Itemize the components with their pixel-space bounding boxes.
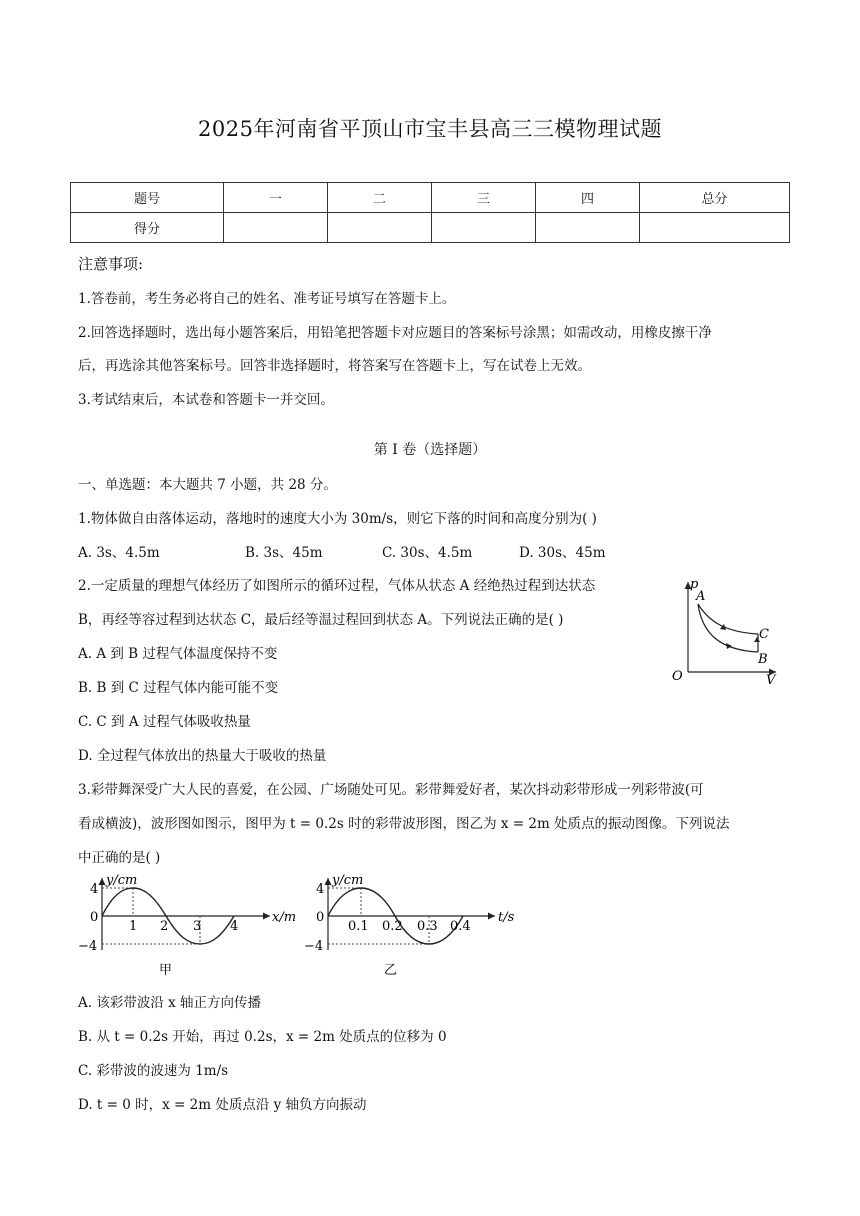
- table-cell: 总分: [640, 183, 790, 213]
- part-title: 第 I 卷（选择题）: [373, 442, 487, 458]
- v-label: V: [766, 673, 776, 687]
- table-cell: 题号: [71, 183, 224, 213]
- x-axis-label: x/m: [272, 910, 297, 925]
- score-table: [70, 182, 790, 243]
- x-tick-label: 4: [230, 919, 239, 934]
- table-row: [71, 183, 790, 213]
- notice-heading: 注意事项:: [78, 255, 144, 273]
- section-heading: 一、单选题：本大题共 7 小题，共 28 分。: [78, 477, 337, 493]
- question-stem: B，再经等容过程到达状态 C，最后经等温过程回到状态 A。下列说法正确的是( ): [78, 612, 564, 628]
- point-c-label: C: [759, 627, 769, 642]
- t-tick-label: 0.3: [417, 919, 438, 934]
- origin-label: O: [672, 669, 683, 684]
- score-input-cell[interactable]: [536, 213, 640, 243]
- p-label: p: [690, 577, 699, 592]
- option-d: D. 30s、45m: [519, 545, 606, 561]
- y-tick-label: −4: [304, 939, 324, 954]
- wave-graph-jia: [70, 868, 310, 983]
- score-input-cell[interactable]: [432, 213, 536, 243]
- point-b-label: B: [758, 652, 768, 667]
- arrow-ab: [726, 643, 732, 649]
- score-input-cell[interactable]: [640, 213, 790, 243]
- option-c: C. 彩带波的波速为 1m/s: [78, 1063, 229, 1079]
- table-row: [71, 213, 790, 243]
- option-b: B. B 到 C 过程气体内能可能不变: [78, 680, 279, 696]
- t-tick-label: 0.4: [450, 919, 471, 934]
- y-axis-label: y/cm: [332, 873, 364, 888]
- score-input-cell[interactable]: [224, 213, 328, 243]
- question-stem: 中正确的是( ): [78, 850, 161, 866]
- option-a: A. 该彩带波沿 x 轴正方向传播: [78, 995, 262, 1011]
- t-tick-label: 0.1: [348, 919, 369, 934]
- point-a-label: A: [696, 589, 706, 604]
- option-b: B. 3s、45m: [245, 545, 323, 561]
- t-tick-label: 0.2: [382, 919, 403, 934]
- option-a: A. A 到 B 过程气体温度保持不变: [78, 646, 278, 662]
- y-tick-label: −4: [78, 939, 98, 954]
- question-stem: 看成横波)，波形图如图示，图甲为 t = 0.2s 时的彩带波形图，图乙为 x = 2m 处质点的振动图像。下列说法: [78, 816, 730, 832]
- table-cell: 一: [224, 183, 328, 213]
- y-tick-label: 4: [316, 882, 325, 897]
- vibration-graph-yi: [300, 868, 530, 983]
- table-cell: 得分: [71, 213, 224, 243]
- notice-item: 1.答卷前，考生务必将自己的姓名、准考证号填写在答题卡上。: [78, 291, 456, 307]
- notice-item: 后，再选涂其他答案标号。回答非选择题时，将答案写在答题卡上，写在试卷上无效。: [78, 358, 591, 374]
- y-tick-label: 4: [90, 882, 99, 897]
- option-d: D. t = 0 时，x = 2m 处质点沿 y 轴负方向振动: [78, 1097, 367, 1113]
- pv-diagram: [668, 572, 783, 687]
- option-d: D. 全过程气体放出的热量大于吸收的热量: [78, 748, 327, 764]
- figure-caption: 乙: [384, 963, 398, 978]
- figure-caption: 甲: [159, 963, 173, 978]
- x-tick-label: 1: [129, 919, 138, 934]
- x-tick-label: 3: [193, 919, 202, 934]
- option-c: C. 30s、4.5m: [382, 545, 473, 561]
- y-tick-label: 0: [90, 910, 99, 925]
- question-stem: 1.物体做自由落体运动，落地时的速度大小为 30m/s，则它下落的时间和高度分别为( ): [78, 511, 597, 527]
- y-axis-label: y/cm: [106, 873, 138, 888]
- x-tick-label: 2: [160, 919, 169, 934]
- table-cell: 四: [536, 183, 640, 213]
- question-stem: 3.彩带舞深受广大人民的喜爱，在公园、广场随处可见。彩带舞爱好者，某次抖动彩带形成一列彩带波(可: [78, 782, 704, 798]
- question-stem: 2.一定质量的理想气体经历了如图所示的循环过程，气体从状态 A 经绝热过程到达状态: [78, 578, 596, 594]
- option-c: C. C 到 A 过程气体吸收热量: [78, 714, 251, 730]
- table-cell: 二: [328, 183, 432, 213]
- option-a: A. 3s、4.5m: [78, 545, 160, 561]
- t-axis-label: t/s: [498, 910, 515, 925]
- notice-item: 2.回答选择题时，选出每小题答案后，用铅笔把答题卡对应题目的答案标号涂黑；如需改动，用橡皮擦干净: [78, 325, 712, 341]
- notice-item: 3.考试结束后，本试卷和答题卡一并交回。: [78, 392, 334, 408]
- score-input-cell[interactable]: [328, 213, 432, 243]
- option-b: B. 从 t = 0.2s 开始，再过 0.2s，x = 2m 处质点的位移为 0: [78, 1029, 447, 1045]
- page-title: 2025年河南省平顶山市宝丰县高三三模物理试题: [198, 117, 662, 141]
- table-cell: 三: [432, 183, 536, 213]
- y-tick-label: 0: [316, 910, 325, 925]
